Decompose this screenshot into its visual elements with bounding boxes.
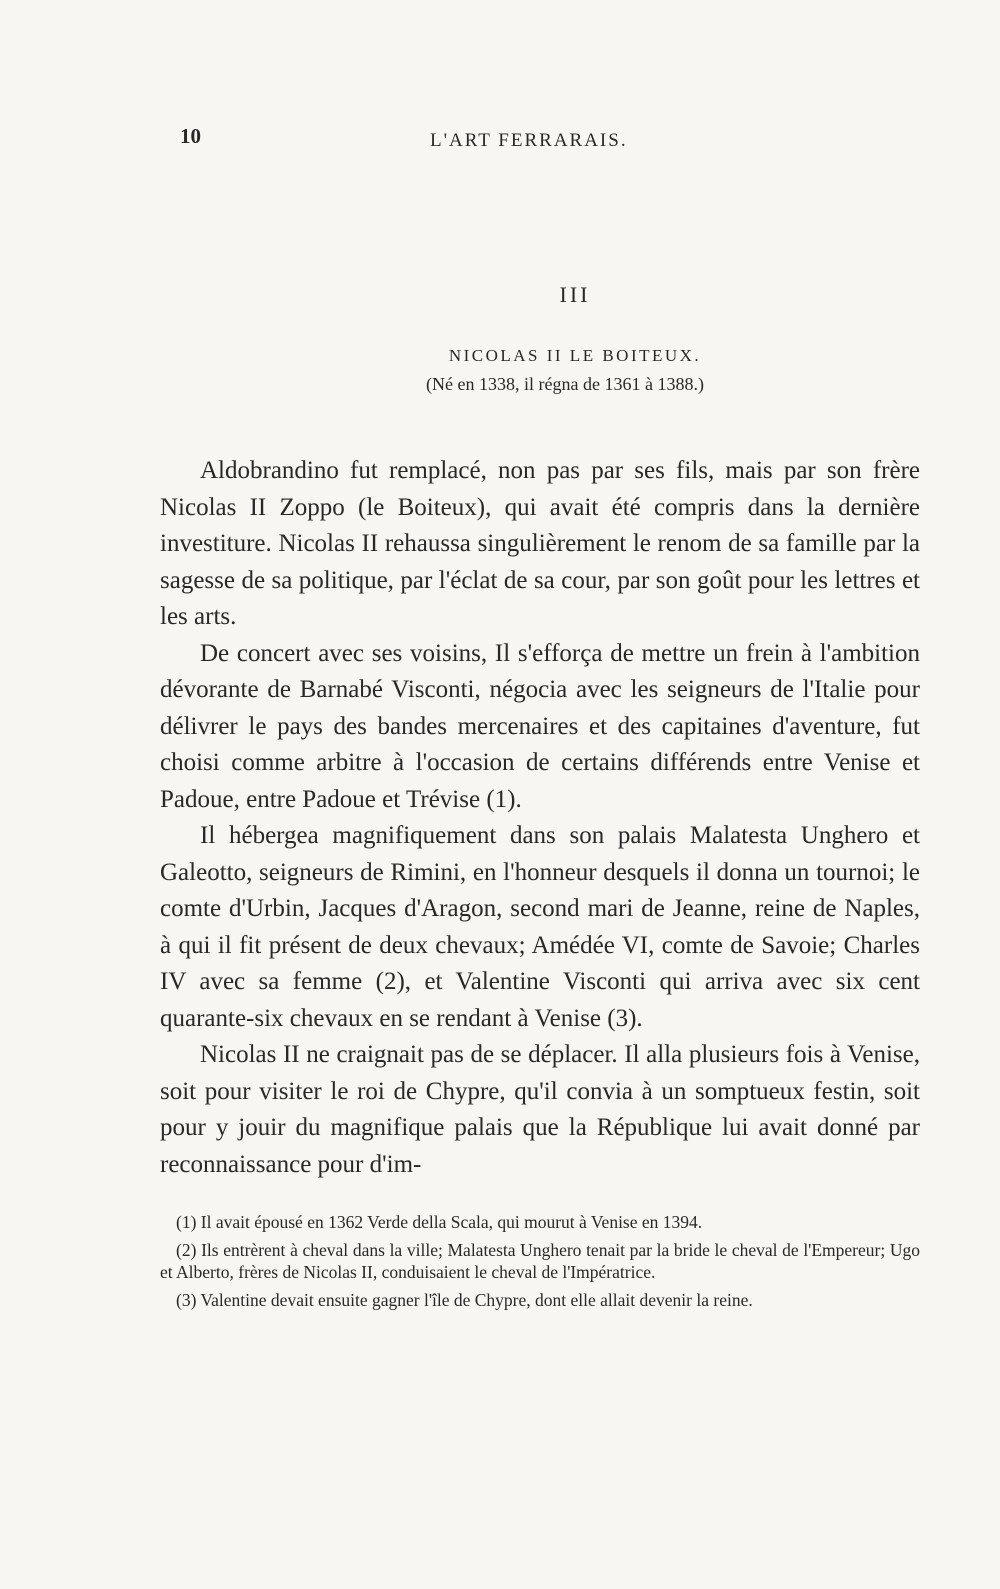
footnote: (3) Valentine devait ensuite gagner l'île de Chypre, dont elle allait devenir la reine. bbox=[176, 1290, 753, 1310]
footnote: (1) Il avait épousé en 1362 Verde della Scala, qui mourut à Venise en 1394. bbox=[176, 1212, 703, 1232]
paragraph: Aldobrandino fut remplacé, non pas par ses fils, mais par son frère Nicolas II Zoppo (le Boiteux), qui avait été compris dans la dernière investiture. Nicolas II rehaussa singulièrement le renom de sa famille par la sagesse de sa politique, par l'éclat de sa cour, par son goût pour les lettres et les arts. bbox=[160, 457, 920, 630]
paragraph: Nicolas II ne craignait pas de se déplacer. Il alla plusieurs fois à Venise, soit pour visiter le roi de Chypre, qu'il convia à un somptueux festin, soit pour y jouir du magnifique palais que la République lui avait donné par reconnaissance pour d'im- bbox=[160, 1041, 920, 1178]
chapter-number: III bbox=[559, 282, 591, 307]
paragraph: De concert avec ses voisins, Il s'efforça de mettre un frein à l'ambition dévorante de Barnabé Visconti, négocia avec les seigneurs de l'Italie pour délivrer le pays des bandes mercenaires et des capitaines d'aventure, fut choisi comme arbitre à l'occasion de certains différends entre Venise et Padoue, entre Padoue et Trévise (1). bbox=[160, 639, 920, 813]
chapter-dates: (Né en 1338, il régna de 1361 à 1388.) bbox=[426, 374, 704, 394]
body-text bbox=[160, 453, 920, 1183]
chapter-title: NICOLAS II LE BOITEUX. bbox=[448, 346, 702, 365]
footnotes bbox=[160, 1211, 920, 1311]
running-head bbox=[160, 118, 920, 158]
paragraph: Il hébergea magnifiquement dans son palais Malatesta Unghero et Galeotto, seigneurs de Rimini, en l'honneur desquels il donna un tournoi; le comte d'Urbin, Jacques d'Aragon, second mari de Jeanne, reine de Naples, à qui il fit présent de deux chevaux; Amédée VI, comte de Savoie; Charles IV avec sa femme (2), et Valentine Visconti qui arriva avec six cent quarante-six chevaux en se rendant à Venise (3). bbox=[160, 822, 920, 1032]
footnote: (2) Ils entrèrent à cheval dans la ville; Malatesta Unghero tenait par la bride le cheval de l'Empereur; Ugo et Alberto, frères de Nicolas II, conduisaient le cheval de l'Impératrice. bbox=[160, 1240, 920, 1282]
running-title: L'ART FERRARAIS. bbox=[430, 130, 628, 151]
book-page bbox=[160, 118, 920, 1317]
page-number: 10 bbox=[180, 124, 201, 148]
